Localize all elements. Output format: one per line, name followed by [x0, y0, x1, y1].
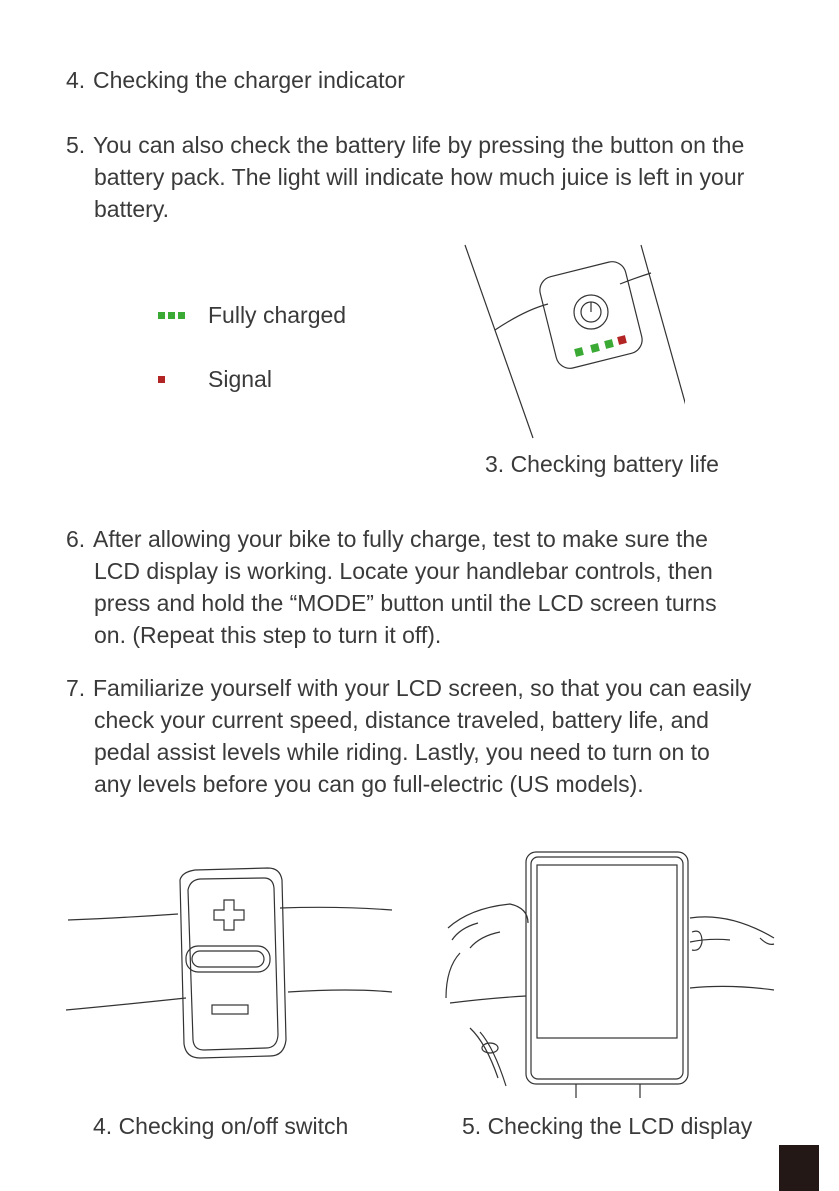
step-line: battery. — [94, 196, 169, 222]
step-line: You can also check the battery life by pressing the button on the — [93, 132, 745, 158]
green-light-swatch — [178, 312, 185, 319]
battery-indicator-lights — [574, 335, 627, 357]
lcd-screen — [537, 865, 677, 1038]
step-line: press and hold the “MODE” button until the LCD screen turns — [94, 590, 717, 616]
red-light-swatch — [158, 376, 165, 383]
step-number: 6. — [66, 526, 86, 552]
power-icon — [574, 295, 608, 329]
green-light-swatch — [158, 312, 165, 319]
legend-red-swatch — [158, 376, 208, 383]
step-text: Checking the charger indicator — [93, 67, 405, 93]
caption-battery: 3. Checking battery life — [485, 451, 719, 477]
minus-icon — [212, 1005, 248, 1014]
lcd-housing — [526, 852, 688, 1084]
step-line: pedal assist levels while riding. Lastly, you need to turn on to — [94, 739, 710, 765]
lcd-illustration — [440, 848, 779, 1098]
mode-button — [186, 946, 270, 972]
legend-full-label: Fully charged — [208, 302, 347, 328]
step-7 — [66, 672, 751, 800]
switch-illustration — [60, 860, 400, 1065]
step-line: LCD display is working. Locate your handlebar controls, then — [94, 558, 713, 584]
step-line: Familiarize yourself with your LCD screen, so that you can easily — [93, 675, 752, 701]
legend-signal — [158, 366, 272, 393]
step-line: check your current speed, distance traveled, battery life, and — [94, 707, 709, 733]
step-line: battery pack. The light will indicate how much juice is left in your — [94, 164, 745, 190]
step-line: any levels before you can go full-electric (US models). — [94, 771, 644, 797]
page-corner-tab — [779, 1145, 819, 1191]
step-number: 4. — [66, 67, 86, 93]
step-line: After allowing your bike to fully charge, test to make sure the — [93, 526, 708, 552]
legend-signal-label: Signal — [208, 366, 272, 392]
step-line: on. (Repeat this step to turn it off). — [94, 622, 442, 648]
battery-illustration — [455, 240, 685, 440]
legend-full-charged — [158, 302, 346, 329]
step-6 — [66, 523, 717, 651]
caption-lcd: 5. Checking the LCD display — [462, 1113, 753, 1139]
green-light-swatch — [168, 312, 175, 319]
step-5 — [66, 129, 744, 225]
plus-icon — [214, 900, 244, 930]
step-number: 5. — [66, 132, 86, 158]
legend-green-swatches — [158, 312, 208, 319]
battery-button-panel — [537, 259, 645, 371]
caption-switch: 4. Checking on/off switch — [93, 1113, 349, 1139]
step-number: 7. — [66, 675, 86, 701]
step-4 — [66, 64, 405, 96]
